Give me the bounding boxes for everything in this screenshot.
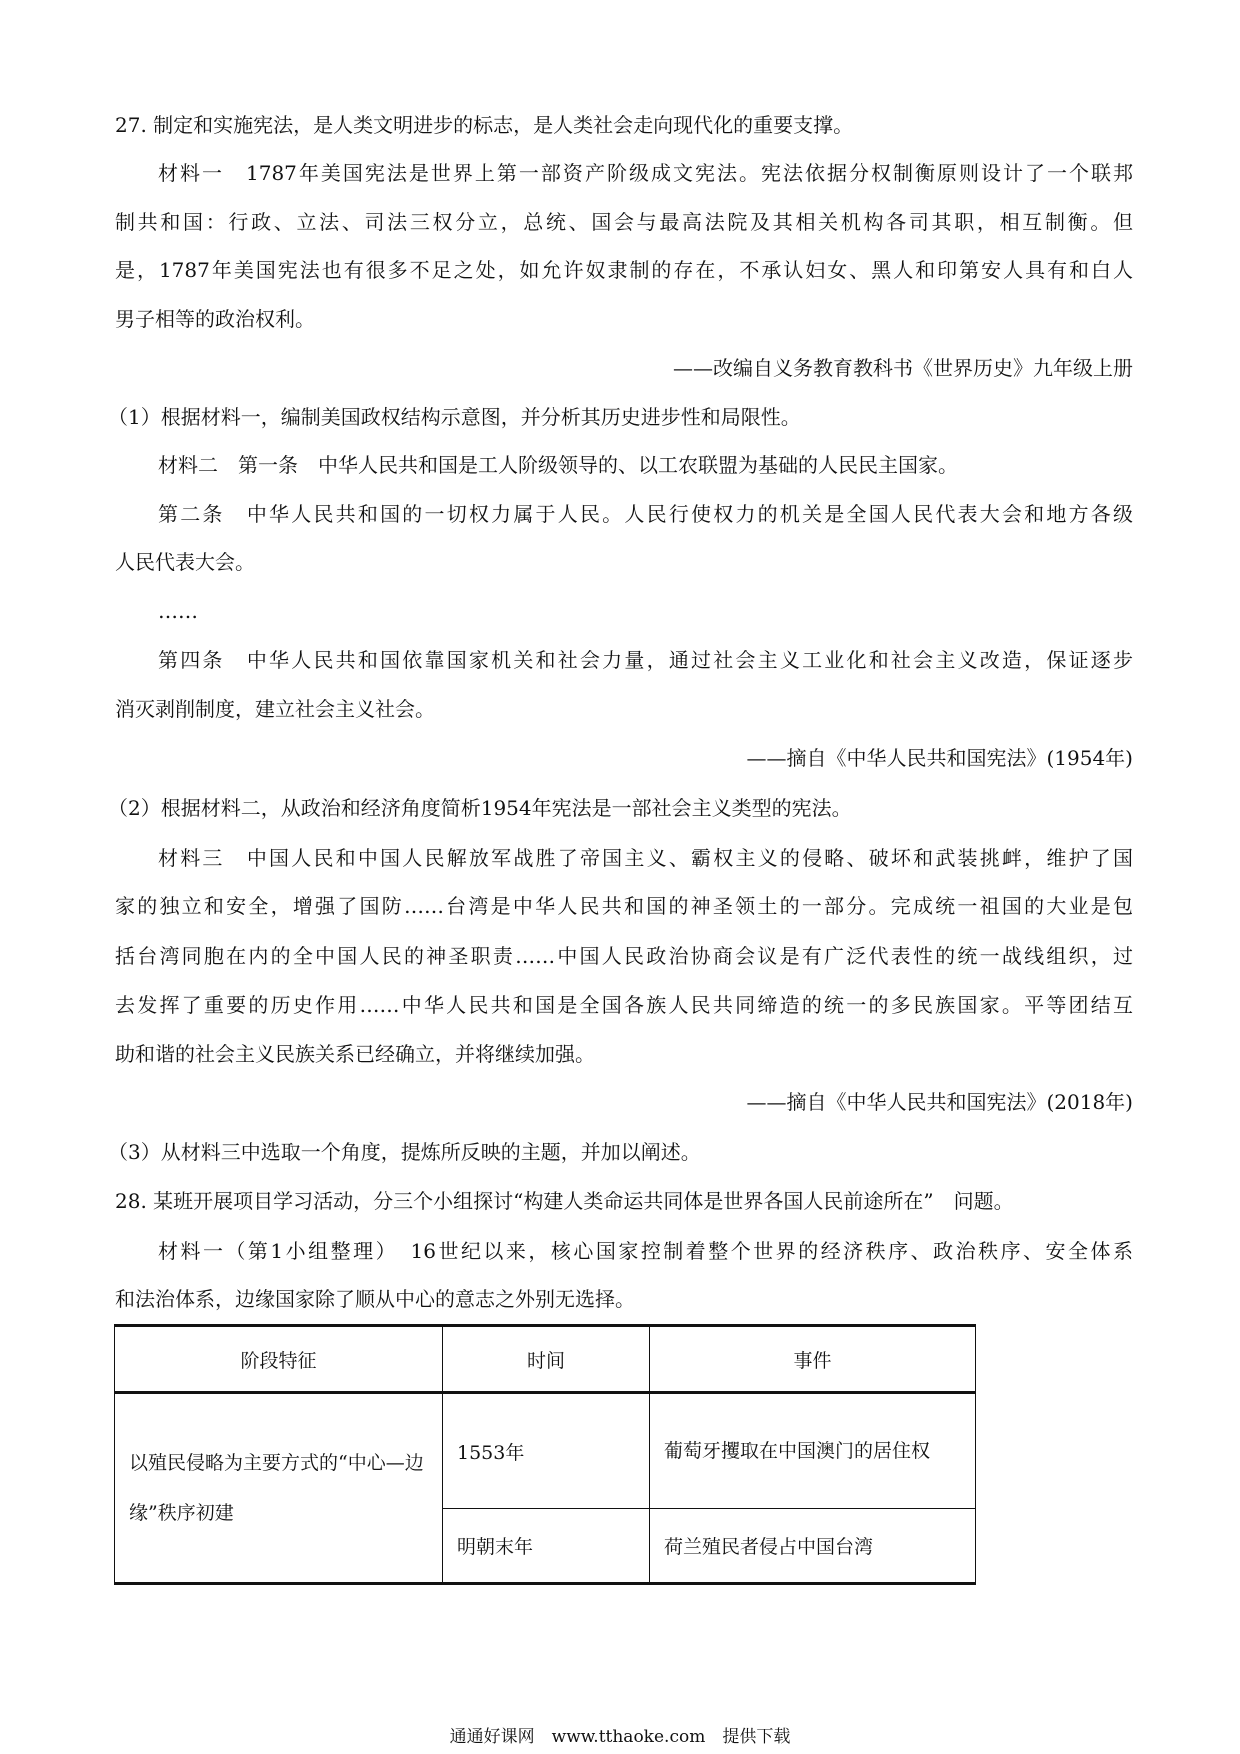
header-stage: 阶段特征 <box>115 1326 443 1393</box>
text-line: 材料二 第一条 中华人民共和国是工人阶级领导的、以工农联盟为基础的人民民主国家。 <box>158 453 958 477</box>
text-line: 消灭剥削制度，建立社会主义社会。 <box>115 697 435 721</box>
text-line: 男子相等的政治权利。 <box>115 307 315 331</box>
text-line: 家的独立和安全，增强了国防……台湾是中华人民共和国的神圣领土的一部分。完成统一祖国的大业是包 <box>115 894 1133 918</box>
source-citation: ——摘自《中华人民共和国宪法》(2018年) <box>746 1090 1133 1114</box>
text-line: 第四条 中华人民共和国依靠国家机关和社会力量，通过社会主义工业化和社会主义改造，保证逐步 <box>158 648 1133 672</box>
source-citation: ——摘自《中华人民共和国宪法》(1954年) <box>746 746 1133 770</box>
text-line: 材料一 1787年美国宪法是世界上第一部资产阶级成文宪法。宪法依据分权制衡原则设计了一个联邦 <box>158 161 1133 185</box>
source-citation: ——改编自义务教育教科书《世界历史》九年级上册 <box>673 356 1133 380</box>
table-header-row <box>115 1326 976 1393</box>
q27-title: 27. 制定和实施宪法，是人类文明进步的标志，是人类社会走向现代化的重要支撑。 <box>115 113 854 137</box>
text-line: 和法治体系，边缘国家除了顺从中心的意志之外别无选择。 <box>115 1287 635 1311</box>
text-line: 括台湾同胞在内的全中国人民的神圣职责……中国人民政治协商会议是有广泛代表性的统一战线组织，过 <box>115 944 1133 968</box>
history-table <box>114 1324 976 1585</box>
text-line: 材料三 中国人民和中国人民解放军战胜了帝国主义、霸权主义的侵略、破坏和武装挑衅，维护了国 <box>158 846 1133 870</box>
table-row <box>115 1393 976 1509</box>
text-line: …… <box>158 599 198 623</box>
event-cell: 荷兰殖民者侵占中国台湾 <box>650 1509 976 1584</box>
header-event: 事件 <box>650 1326 976 1393</box>
question-3: （3）从材料三中选取一个角度，提炼所反映的主题，并加以阐述。 <box>108 1140 701 1164</box>
text-line: 材料一（第1小组整理） 16世纪以来，核心国家控制着整个世界的经济秩序、政治秩序、安全体系 <box>158 1239 1133 1263</box>
time-cell: 明朝末年 <box>443 1509 650 1584</box>
q28-title: 28. 某班开展项目学习活动，分三个小组探讨“构建人类命运共同体是世界各国人民前途所在” 问题。 <box>115 1189 1014 1213</box>
stage-cell: 以殖民侵略为主要方式的“中心—边缘”秩序初建 <box>115 1393 443 1584</box>
text-line: 人民代表大会。 <box>115 550 255 574</box>
text-line: 制共和国：行政、立法、司法三权分立，总统、国会与最高法院及其相关机构各司其职，相互制衡。但 <box>115 210 1133 234</box>
text-line: 第二条 中华人民共和国的一切权力属于人民。人民行使权力的机关是全国人民代表大会和地方各级 <box>158 502 1133 526</box>
question-2: （2）根据材料二，从政治和经济角度简析1954年宪法是一部社会主义类型的宪法。 <box>108 796 852 820</box>
page-footer: 通通好课网 www.tthaoke.com 提供下载 <box>449 1727 791 1747</box>
event-cell: 葡萄牙攫取在中国澳门的居住权 <box>650 1393 976 1509</box>
time-cell: 1553年 <box>443 1393 650 1509</box>
question-1: （1）根据材料一，编制美国政权结构示意图，并分析其历史进步性和局限性。 <box>108 405 801 429</box>
text-line: 去发挥了重要的历史作用……中华人民共和国是全国各族人民共同缔造的统一的多民族国家。平等团结互 <box>115 993 1133 1017</box>
header-time: 时间 <box>443 1326 650 1393</box>
text-line: 是，1787年美国宪法也有很多不足之处，如允许奴隶制的存在，不承认妇女、黑人和印第安人具有和白人 <box>115 258 1133 282</box>
text-line: 助和谐的社会主义民族关系已经确立，并将继续加强。 <box>115 1042 595 1066</box>
